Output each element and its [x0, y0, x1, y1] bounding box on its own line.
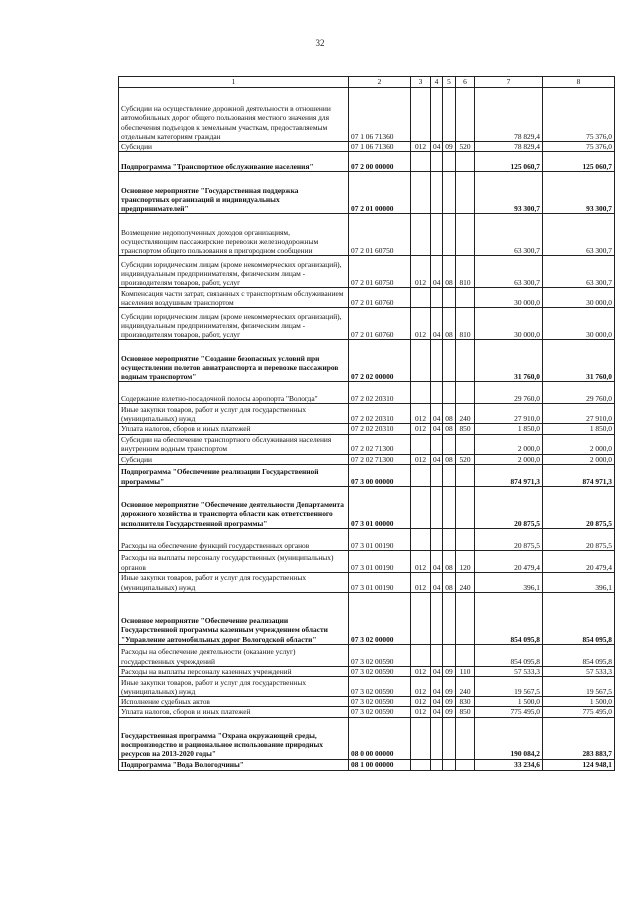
row-expense-type-cell [456, 528, 475, 550]
row-ministry-cell: 012 [411, 697, 431, 707]
row-code-cell: 07 3 01 00190 [349, 550, 411, 572]
row-amount-year1-cell: 190 084,2 [475, 717, 543, 759]
row-section-cell: 04 [431, 550, 443, 572]
row-amount-year2-cell: 29 760,0 [543, 382, 615, 404]
row-subsection-cell: 08 [443, 550, 456, 572]
row-expense-type-cell: 240 [456, 572, 475, 592]
row-amount-year2-cell: 854 095,8 [543, 592, 615, 644]
row-amount-year2-cell: 396,1 [543, 572, 615, 592]
header-cell: 5 [443, 77, 456, 88]
row-amount-year1-cell: 63 300,7 [475, 214, 543, 256]
row-section-cell: 04 [431, 256, 443, 288]
row-name-cell: Основное мероприятие "Обеспечение реализации Государственной программы казенным учреждением области "Управление автомобильных дорог Вологодской области" [119, 592, 349, 644]
row-code-cell: 07 2 01 60750 [349, 256, 411, 288]
row-amount-year2-cell: 27 910,0 [543, 404, 615, 424]
row-section-cell [431, 464, 443, 486]
table-row [119, 707, 615, 717]
row-section-cell: 04 [431, 454, 443, 464]
table-row [119, 697, 615, 707]
row-amount-year1-cell: 30 000,0 [475, 288, 543, 308]
header-row [119, 77, 615, 88]
row-amount-year2-cell: 2 000,0 [543, 454, 615, 464]
row-expense-type-cell [456, 464, 475, 486]
table-row [119, 592, 615, 644]
row-expense-type-cell [456, 288, 475, 308]
row-subsection-cell: 08 [443, 308, 456, 340]
row-amount-year1-cell: 93 300,7 [475, 172, 543, 214]
row-subsection-cell [443, 644, 456, 666]
row-subsection-cell: 08 [443, 572, 456, 592]
row-name-cell: Расходы на обеспечение функций государственных органов [119, 528, 349, 550]
row-ministry-cell [411, 340, 431, 382]
row-name-cell: Подпрограмма "Обеспечение реализации Государственной программы" [119, 464, 349, 486]
row-amount-year1-cell: 19 567,5 [475, 677, 543, 697]
row-subsection-cell: 08 [443, 404, 456, 424]
row-section-cell [431, 340, 443, 382]
row-ministry-cell [411, 486, 431, 528]
row-expense-type-cell: 810 [456, 256, 475, 288]
row-name-cell: Уплата налогов, сборов и иных платежей [119, 707, 349, 717]
row-amount-year2-cell: 124 948,1 [543, 759, 615, 770]
table-row [119, 717, 615, 759]
table-row [119, 172, 615, 214]
row-amount-year1-cell: 775 495,0 [475, 707, 543, 717]
row-code-cell: 07 1 06 71360 [349, 88, 411, 142]
row-ministry-cell [411, 592, 431, 644]
row-code-cell: 07 2 01 60760 [349, 308, 411, 340]
row-amount-year1-cell: 1 850,0 [475, 424, 543, 434]
table-row [119, 759, 615, 770]
row-section-cell: 04 [431, 404, 443, 424]
row-ministry-cell [411, 717, 431, 759]
header-cell: 8 [543, 77, 615, 88]
row-expense-type-cell [456, 434, 475, 454]
row-amount-year2-cell: 75 376,0 [543, 142, 615, 152]
row-name-cell: Субсидии юридическим лицам (кроме некоммерческих организаций), индивидуальным предпринимателям, физическим лицам - производителям товаров, работ, услуг [119, 256, 349, 288]
row-name-cell: Возмещение недополученных доходов организациям, осуществляющим пассажирские перевозки железнодорожным транспортом общего пользования в пригородном сообщении [119, 214, 349, 256]
table-row [119, 152, 615, 172]
row-amount-year1-cell: 33 234,6 [475, 759, 543, 770]
row-ministry-cell [411, 528, 431, 550]
row-expense-type-cell: 850 [456, 424, 475, 434]
row-ministry-cell [411, 214, 431, 256]
row-name-cell: Субсидии на обеспечение транспортного обслуживания населения внутренним водным транспортом [119, 434, 349, 454]
row-code-cell: 07 3 02 00590 [349, 666, 411, 676]
row-code-cell: 07 2 02 20310 [349, 404, 411, 424]
row-expense-type-cell: 810 [456, 308, 475, 340]
row-amount-year2-cell: 20 479,4 [543, 550, 615, 572]
row-subsection-cell [443, 759, 456, 770]
header-cell: 6 [456, 77, 475, 88]
row-subsection-cell [443, 382, 456, 404]
row-ministry-cell [411, 382, 431, 404]
row-name-cell: Основное мероприятие "Государственная поддержка транспортных организаций и индивидуальных предпринимателей" [119, 172, 349, 214]
row-amount-year1-cell: 31 760,0 [475, 340, 543, 382]
row-code-cell: 07 3 02 00590 [349, 677, 411, 697]
row-amount-year1-cell: 78 829,4 [475, 88, 543, 142]
row-amount-year1-cell: 20 479,4 [475, 550, 543, 572]
row-subsection-cell: 09 [443, 142, 456, 152]
row-ministry-cell: 012 [411, 550, 431, 572]
row-section-cell [431, 717, 443, 759]
row-code-cell: 07 3 02 00590 [349, 644, 411, 666]
row-section-cell [431, 759, 443, 770]
table-row [119, 382, 615, 404]
row-amount-year2-cell: 57 533,3 [543, 666, 615, 676]
table-row [119, 424, 615, 434]
row-name-cell: Исполнение судебных актов [119, 697, 349, 707]
row-amount-year2-cell: 19 567,5 [543, 677, 615, 697]
row-name-cell: Основное мероприятие "Создание безопасных условий при осуществлении полетов авиатранспорта и перевозке пассажиров водным транспортом" [119, 340, 349, 382]
table-row [119, 572, 615, 592]
row-section-cell: 04 [431, 142, 443, 152]
row-amount-year2-cell: 20 875,5 [543, 528, 615, 550]
row-name-cell: Подпрограмма "Вода Вологодчины" [119, 759, 349, 770]
row-amount-year2-cell: 63 300,7 [543, 256, 615, 288]
row-amount-year2-cell: 874 971,3 [543, 464, 615, 486]
row-name-cell: Основное мероприятие "Обеспечение деятельности Департамента дорожного хозяйства и транспорта области как ответственного исполнителя Государственной программы" [119, 486, 349, 528]
row-expense-type-cell: 240 [456, 677, 475, 697]
row-code-cell: 07 2 02 71300 [349, 454, 411, 464]
row-section-cell: 04 [431, 666, 443, 676]
row-subsection-cell: 09 [443, 707, 456, 717]
row-amount-year1-cell: 396,1 [475, 572, 543, 592]
row-amount-year2-cell: 1 850,0 [543, 424, 615, 434]
row-amount-year2-cell: 283 883,7 [543, 717, 615, 759]
table-body [119, 88, 615, 771]
row-code-cell: 07 3 02 00590 [349, 697, 411, 707]
row-expense-type-cell: 520 [456, 142, 475, 152]
row-code-cell: 07 3 01 00190 [349, 572, 411, 592]
row-subsection-cell: 09 [443, 666, 456, 676]
row-ministry-cell: 012 [411, 404, 431, 424]
row-ministry-cell: 012 [411, 454, 431, 464]
row-subsection-cell: 08 [443, 454, 456, 464]
table-row [119, 666, 615, 676]
row-subsection-cell [443, 288, 456, 308]
row-section-cell [431, 528, 443, 550]
row-ministry-cell: 012 [411, 666, 431, 676]
row-section-cell [431, 152, 443, 172]
row-amount-year2-cell: 30 000,0 [543, 308, 615, 340]
row-name-cell: Субсидии [119, 142, 349, 152]
row-section-cell [431, 434, 443, 454]
row-code-cell: 08 0 00 00000 [349, 717, 411, 759]
row-ministry-cell: 012 [411, 256, 431, 288]
row-section-cell: 04 [431, 572, 443, 592]
row-expense-type-cell: 110 [456, 666, 475, 676]
row-name-cell: Иные закупки товаров, работ и услуг для государственных (муниципальных) нужд [119, 677, 349, 697]
row-name-cell: Расходы на обеспечение деятельности (оказание услуг) государственных учреждений [119, 644, 349, 666]
row-amount-year1-cell: 63 300,7 [475, 256, 543, 288]
row-ministry-cell: 012 [411, 142, 431, 152]
row-expense-type-cell [456, 340, 475, 382]
table-row [119, 464, 615, 486]
row-subsection-cell: 08 [443, 256, 456, 288]
row-section-cell [431, 88, 443, 142]
table-row [119, 550, 615, 572]
row-subsection-cell [443, 214, 456, 256]
row-amount-year1-cell: 854 095,8 [475, 644, 543, 666]
row-amount-year2-cell: 125 060,7 [543, 152, 615, 172]
row-amount-year2-cell: 2 000,0 [543, 434, 615, 454]
row-amount-year1-cell: 1 500,0 [475, 697, 543, 707]
table-row [119, 486, 615, 528]
row-ministry-cell: 012 [411, 707, 431, 717]
table-row [119, 528, 615, 550]
row-amount-year1-cell: 20 875,5 [475, 486, 543, 528]
row-ministry-cell: 012 [411, 308, 431, 340]
row-subsection-cell [443, 528, 456, 550]
row-section-cell [431, 592, 443, 644]
row-expense-type-cell: 120 [456, 550, 475, 572]
row-ministry-cell [411, 644, 431, 666]
row-code-cell: 07 2 02 71300 [349, 434, 411, 454]
row-ministry-cell: 012 [411, 677, 431, 697]
row-expense-type-cell [456, 88, 475, 142]
row-expense-type-cell [456, 152, 475, 172]
row-expense-type-cell: 240 [456, 404, 475, 424]
header-cell: 7 [475, 77, 543, 88]
row-name-cell: Иные закупки товаров, работ и услуг для государственных (муниципальных) нужд [119, 572, 349, 592]
table-row [119, 88, 615, 142]
row-name-cell: Субсидии на осуществление дорожной деятельности в отношении автомобильных дорог общего пользования местного значения для обеспечения подъездов к земельным участкам, предоставляемым отдельным категориям граждан [119, 88, 349, 142]
row-expense-type-cell [456, 759, 475, 770]
row-code-cell: 07 2 02 20310 [349, 424, 411, 434]
row-section-cell: 04 [431, 424, 443, 434]
row-ministry-cell [411, 88, 431, 142]
row-name-cell: Субсидии юридическим лицам (кроме некоммерческих организаций), индивидуальным предпринимателям, физическим лицам - производителям товаров, работ, услуг [119, 308, 349, 340]
row-code-cell: 07 1 06 71360 [349, 142, 411, 152]
row-amount-year1-cell: 78 829,4 [475, 142, 543, 152]
row-ministry-cell [411, 288, 431, 308]
row-expense-type-cell [456, 382, 475, 404]
row-expense-type-cell: 520 [456, 454, 475, 464]
table-row [119, 644, 615, 666]
row-amount-year2-cell: 75 376,0 [543, 88, 615, 142]
row-ministry-cell [411, 172, 431, 214]
row-code-cell: 07 2 01 60760 [349, 288, 411, 308]
row-section-cell [431, 486, 443, 528]
row-subsection-cell [443, 486, 456, 528]
row-ministry-cell: 012 [411, 424, 431, 434]
row-amount-year1-cell: 29 760,0 [475, 382, 543, 404]
row-expense-type-cell: 830 [456, 697, 475, 707]
row-expense-type-cell [456, 592, 475, 644]
row-name-cell: Расходы на выплаты персоналу государственных (муниципальных) органов [119, 550, 349, 572]
row-section-cell: 04 [431, 677, 443, 697]
row-subsection-cell: 08 [443, 424, 456, 434]
row-amount-year2-cell: 93 300,7 [543, 172, 615, 214]
row-amount-year2-cell: 31 760,0 [543, 340, 615, 382]
row-name-cell: Уплата налогов, сборов и иных платежей [119, 424, 349, 434]
row-section-cell [431, 288, 443, 308]
row-amount-year2-cell: 20 875,5 [543, 486, 615, 528]
row-section-cell [431, 644, 443, 666]
header-cell: 4 [431, 77, 443, 88]
row-amount-year2-cell: 63 300,7 [543, 214, 615, 256]
row-name-cell: Подпрограмма "Транспортное обслуживание населения" [119, 152, 349, 172]
row-subsection-cell [443, 592, 456, 644]
row-ministry-cell [411, 152, 431, 172]
table-row [119, 214, 615, 256]
row-amount-year1-cell: 27 910,0 [475, 404, 543, 424]
row-code-cell: 07 3 01 00190 [349, 528, 411, 550]
row-name-cell: Компенсация части затрат, связанных с транспортным обслуживанием населения воздушным транспортом [119, 288, 349, 308]
header-cell: 1 [119, 77, 349, 88]
table-row [119, 256, 615, 288]
row-section-cell [431, 214, 443, 256]
row-expense-type-cell [456, 172, 475, 214]
row-amount-year1-cell: 125 060,7 [475, 152, 543, 172]
row-amount-year2-cell: 775 495,0 [543, 707, 615, 717]
row-code-cell: 07 3 01 00000 [349, 486, 411, 528]
table-row [119, 142, 615, 152]
row-ministry-cell: 012 [411, 572, 431, 592]
row-expense-type-cell [456, 486, 475, 528]
row-expense-type-cell [456, 214, 475, 256]
row-name-cell: Государственная программа "Охрана окружающей среды, воспроизводство и рациональное использование природных ресурсов на 2013-2020 годы" [119, 717, 349, 759]
row-section-cell [431, 172, 443, 214]
row-expense-type-cell [456, 717, 475, 759]
header-cell: 2 [349, 77, 411, 88]
row-expense-type-cell [456, 644, 475, 666]
row-expense-type-cell: 850 [456, 707, 475, 717]
row-name-cell: Расходы на выплаты персоналу казенных учреждений [119, 666, 349, 676]
row-section-cell: 04 [431, 308, 443, 340]
table-row [119, 434, 615, 454]
budget-table [118, 76, 615, 771]
row-subsection-cell [443, 464, 456, 486]
table-row [119, 454, 615, 464]
table-row [119, 308, 615, 340]
row-subsection-cell [443, 434, 456, 454]
row-amount-year2-cell: 1 500,0 [543, 697, 615, 707]
page-number: 32 [315, 38, 325, 48]
row-subsection-cell [443, 88, 456, 142]
row-amount-year2-cell: 30 000,0 [543, 288, 615, 308]
row-section-cell [431, 382, 443, 404]
row-code-cell: 07 2 01 60750 [349, 214, 411, 256]
row-subsection-cell [443, 172, 456, 214]
row-code-cell: 07 3 02 00000 [349, 592, 411, 644]
row-subsection-cell [443, 717, 456, 759]
row-subsection-cell [443, 340, 456, 382]
row-code-cell: 07 2 02 20310 [349, 382, 411, 404]
table-row [119, 404, 615, 424]
row-amount-year1-cell: 854 095,8 [475, 592, 543, 644]
row-name-cell: Иные закупки товаров, работ и услуг для государственных (муниципальных) нужд [119, 404, 349, 424]
row-amount-year1-cell: 874 971,3 [475, 464, 543, 486]
row-code-cell: 07 2 00 00000 [349, 152, 411, 172]
row-code-cell: 07 3 02 00590 [349, 707, 411, 717]
row-code-cell: 07 2 01 00000 [349, 172, 411, 214]
row-amount-year1-cell: 57 533,3 [475, 666, 543, 676]
table-row [119, 677, 615, 697]
row-code-cell: 07 3 00 00000 [349, 464, 411, 486]
row-code-cell: 08 1 00 00000 [349, 759, 411, 770]
header-cell: 3 [411, 77, 431, 88]
table-row [119, 288, 615, 308]
row-subsection-cell: 09 [443, 677, 456, 697]
table-row [119, 340, 615, 382]
row-amount-year2-cell: 854 095,8 [543, 644, 615, 666]
row-code-cell: 07 2 02 00000 [349, 340, 411, 382]
row-subsection-cell: 09 [443, 697, 456, 707]
row-subsection-cell [443, 152, 456, 172]
row-section-cell: 04 [431, 707, 443, 717]
row-name-cell: Субсидии [119, 454, 349, 464]
row-ministry-cell [411, 434, 431, 454]
row-section-cell: 04 [431, 697, 443, 707]
row-name-cell: Содержание взлетно-посадочной полосы аэропорта "Вологда" [119, 382, 349, 404]
row-ministry-cell [411, 464, 431, 486]
row-ministry-cell [411, 759, 431, 770]
row-amount-year1-cell: 2 000,0 [475, 454, 543, 464]
row-amount-year1-cell: 20 875,5 [475, 528, 543, 550]
row-amount-year1-cell: 2 000,0 [475, 434, 543, 454]
row-amount-year1-cell: 30 000,0 [475, 308, 543, 340]
